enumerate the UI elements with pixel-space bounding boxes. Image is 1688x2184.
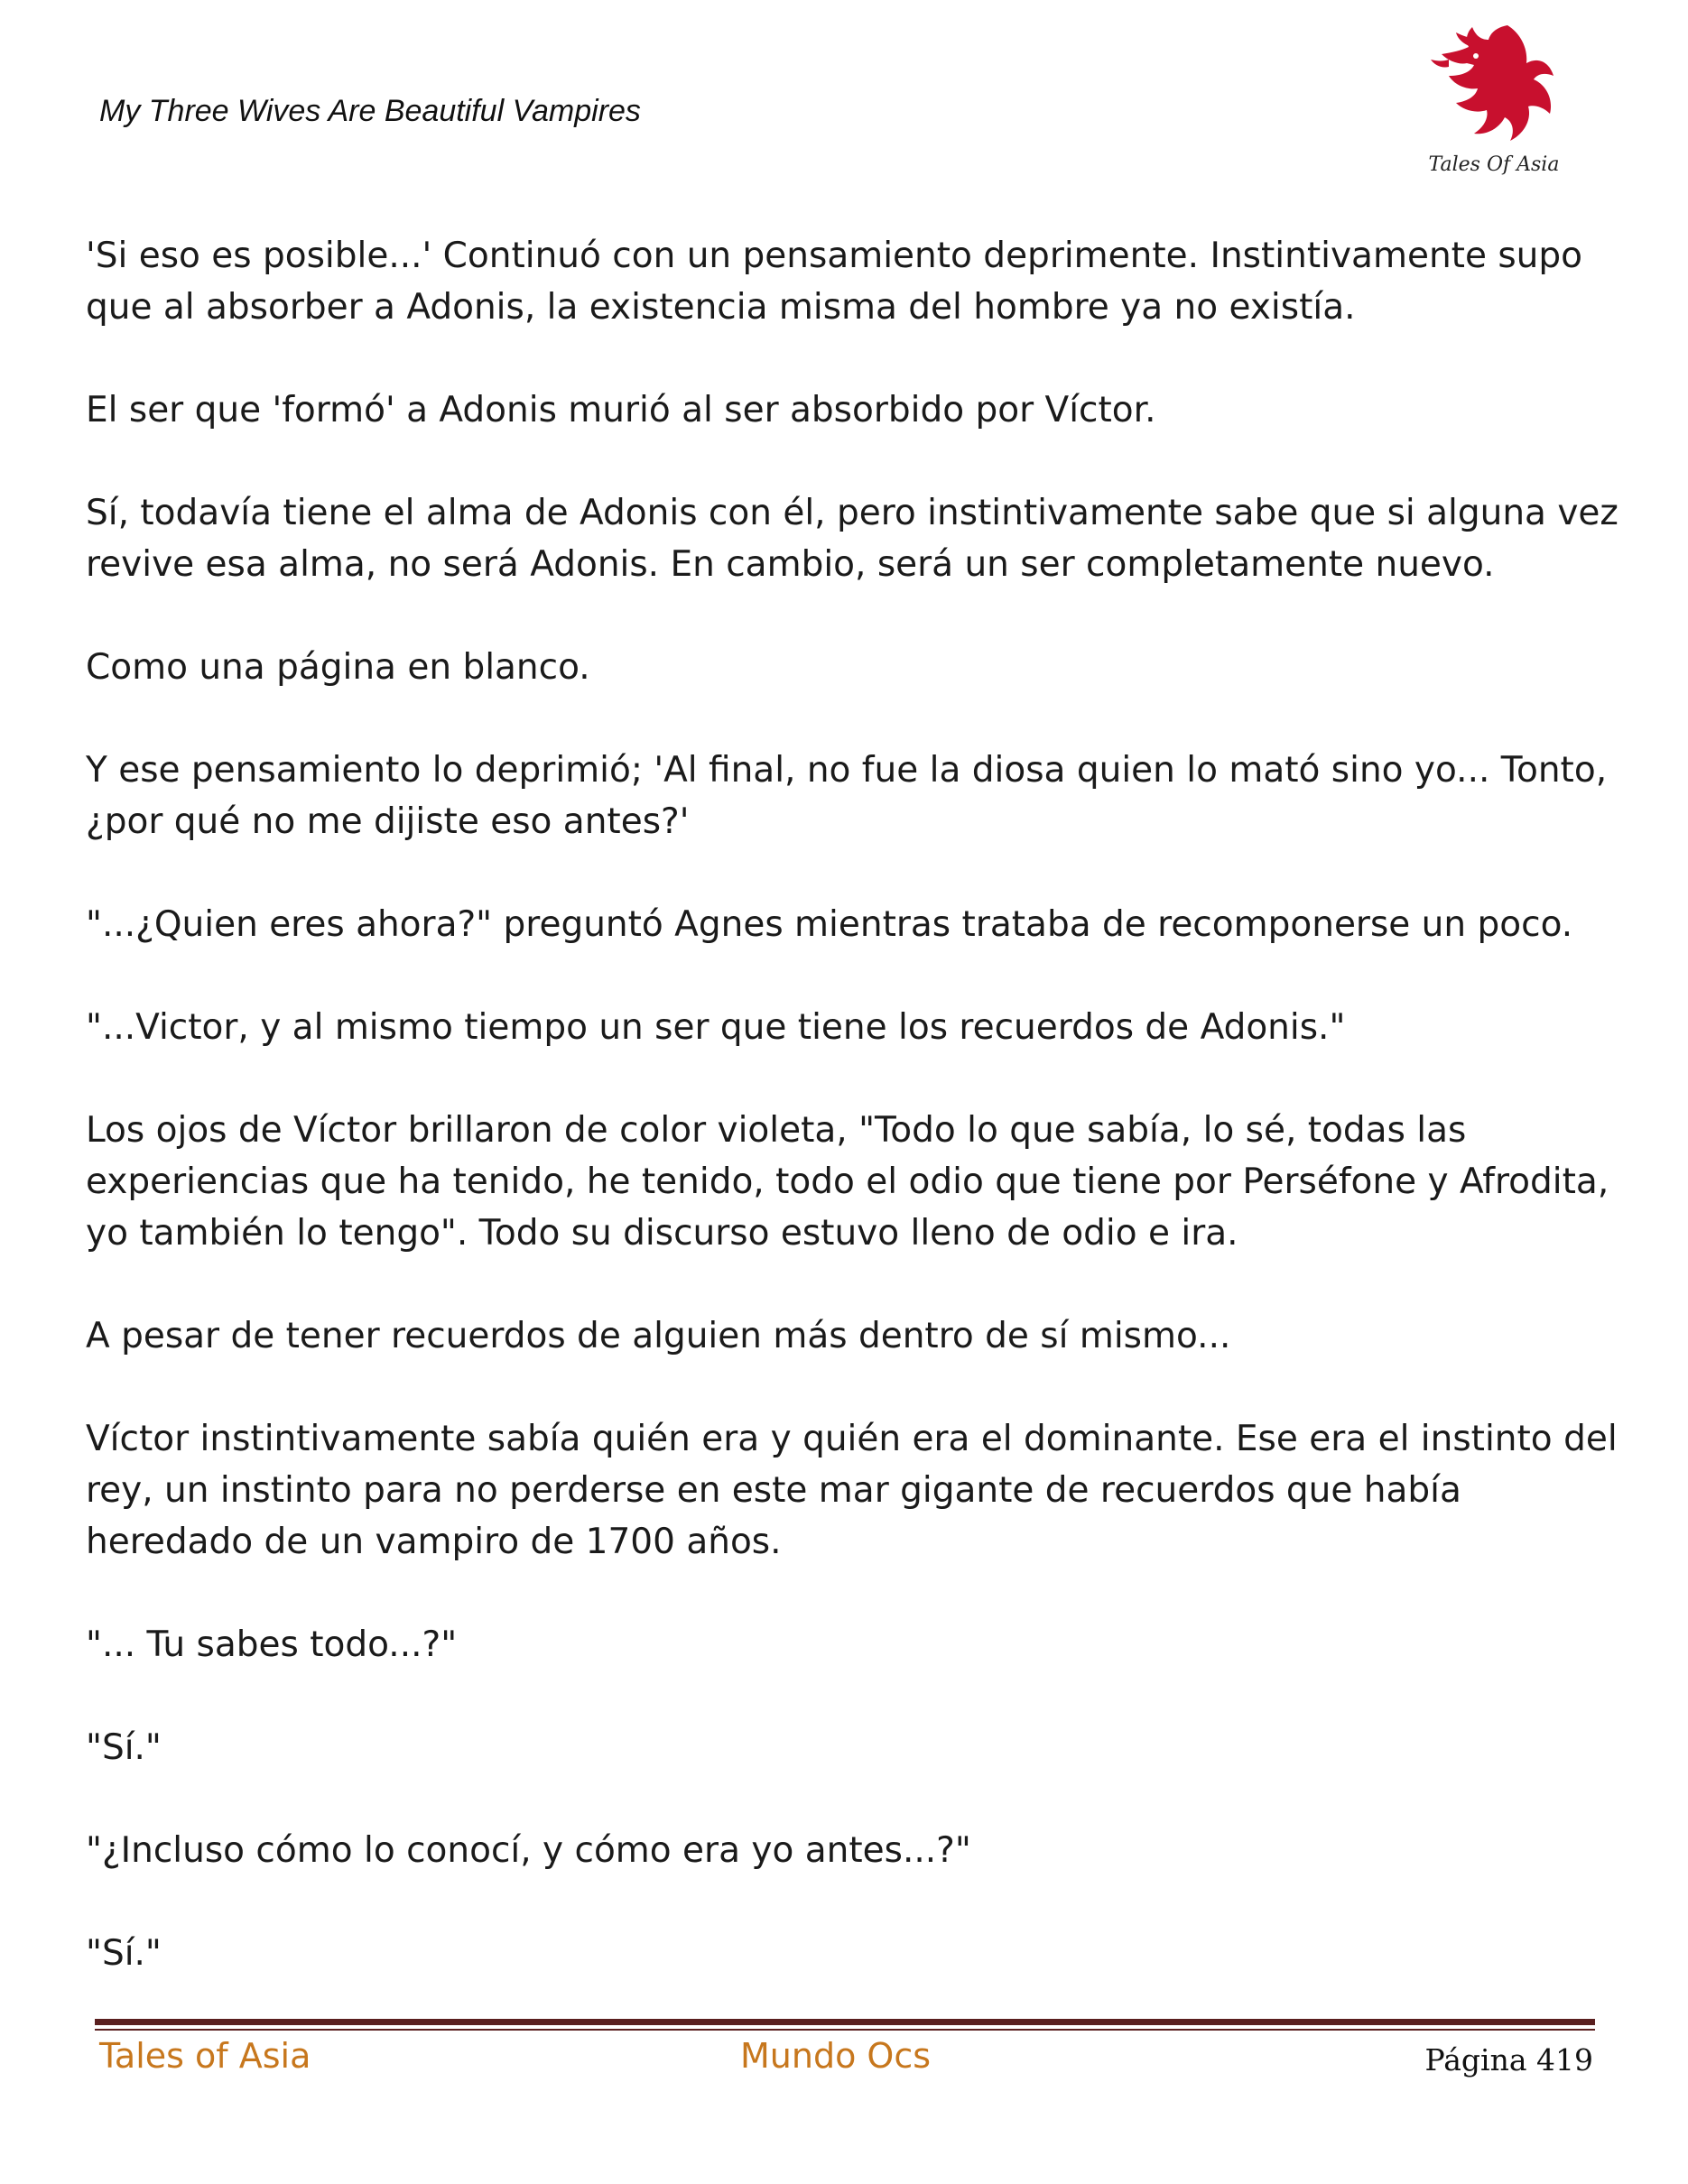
paragraph: Víctor instintivamente sabía quién era y quién era el dominante. Ese era el instinto del rey, un instinto para no perderse en este mar gigante de recuerdos que había heredado de un vampiro de 1700 años. — [86, 1419, 1618, 1562]
footer-source: Mundo Ocs — [740, 2036, 932, 2076]
paragraph: Los ojos de Víctor brillaron de color violeta, "Todo lo que sabía, lo sé, todas las experiencias que ha tenido, he tenido, todo el odio que tiene por Perséfone y Afrodita, yo también lo tengo". Todo su discurso estuvo lleno de odio e ira. — [86, 1110, 1609, 1254]
paragraph: Y ese pensamiento lo deprimió; 'Al final, no fue la diosa quien lo mató sino yo... Tonto, ¿por qué no me dijiste eso antes?' — [86, 750, 1608, 842]
footer-divider — [95, 2019, 1595, 2025]
paragraph: A pesar de tener recuerdos de alguien más dentro de sí mismo... — [86, 1316, 1231, 1356]
header-book-title: My Three Wives Are Beautiful Vampires — [99, 94, 641, 128]
chapter-body — [86, 230, 1620, 2031]
paragraph: "Sí." — [86, 1727, 162, 1768]
paragraph: El ser que 'formó' a Adonis murió al ser absorbido por Víctor. — [86, 390, 1156, 430]
page-number: Página 419 — [1424, 2042, 1593, 2078]
footer-divider-thin — [95, 2029, 1595, 2031]
paragraph: "Sí." — [86, 1933, 162, 1974]
paragraph: Sí, todavía tiene el alma de Adonis con él, pero instintivamente sabe que si alguna vez revive esa alma, no será Adonis. En cambio, será un ser completamente nuevo. — [86, 493, 1618, 585]
paragraph: Como una página en blanco. — [86, 647, 590, 688]
paragraph: 'Si eso es posible...' Continuó con un pensamiento deprimente. Instintivamente supo que al absorber a Adonis, la existencia misma del hombre ya no existía. — [86, 236, 1582, 328]
paragraph: "... Tu sabes todo...?" — [86, 1624, 458, 1665]
dragon-icon — [1422, 20, 1566, 155]
logo-caption: Tales Of Asia — [1428, 153, 1560, 176]
tales-of-asia-logo — [1422, 20, 1566, 182]
footer-publisher: Tales of Asia — [99, 2036, 311, 2076]
paragraph: "¿Incluso cómo lo conocí, y cómo era yo antes...?" — [86, 1830, 971, 1871]
paragraph: "...Victor, y al mismo tiempo un ser que tiene los recuerdos de Adonis." — [86, 1007, 1346, 1048]
paragraph: "...¿Quien eres ahora?" preguntó Agnes mientras trataba de recomponerse un poco. — [86, 904, 1573, 945]
